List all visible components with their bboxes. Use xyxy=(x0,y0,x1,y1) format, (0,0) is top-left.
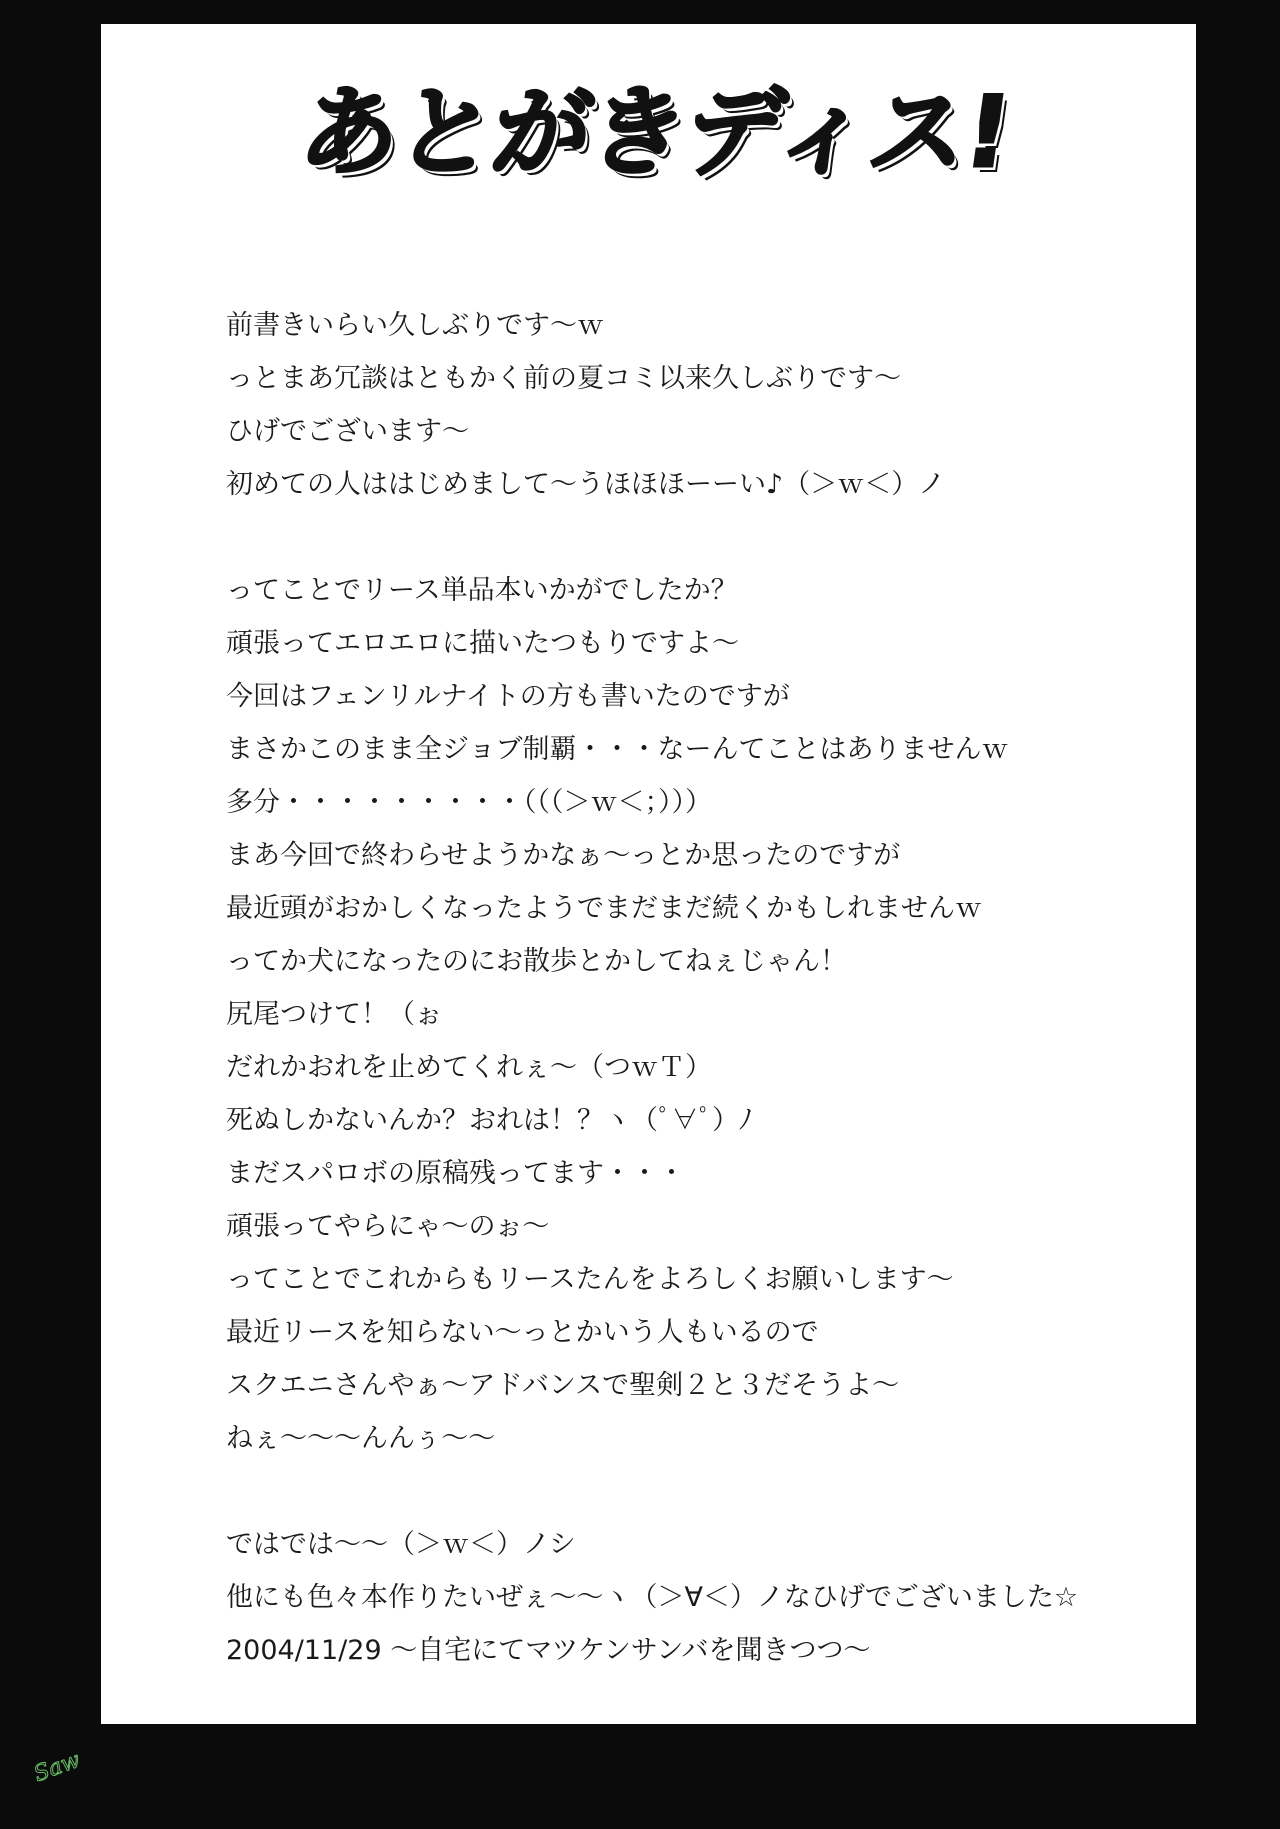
text-line: まだスパロボの原稿残ってます・・・ xyxy=(226,1158,685,1189)
text-line: 最近リースを知らない～っとかいう人もいるので xyxy=(226,1317,819,1348)
afterword-text xyxy=(226,299,1176,1677)
text-line: っとまあ冗談はともかく前の夏コミ以来久しぶりです～ xyxy=(226,363,901,394)
text-line: 初めての人ははじめまして～うほほほーーい♪（＞ｗ＜）ノ xyxy=(226,469,946,500)
paragraph-gap xyxy=(226,1465,1176,1518)
signature-date-line: 2004/11/29 ～自宅にてマツケンサンバを聞きつつ～ xyxy=(226,1635,871,1666)
text-line: だれかおれを止めてくれぇ～（つｗＴ） xyxy=(226,1052,712,1083)
text-line: ではでは～～（＞ｗ＜）ノシ xyxy=(226,1529,576,1560)
text-line: 前書きいらい久しぶりです～ｗ xyxy=(226,310,604,341)
text-line: まあ今回で終わらせようかなぁ～っとか思ったのですが xyxy=(226,840,901,871)
text-line: 頑張ってやらにゃ～のぉ～ xyxy=(226,1211,550,1242)
text-line: 多分・・・・・・・・・（（（＞ｗ＜；））） xyxy=(226,787,712,818)
text-line: スクエニさんやぁ～アドバンスで聖剣２と３だそうよ～ xyxy=(226,1370,900,1401)
paragraph-closing xyxy=(226,1518,1176,1677)
text-line: 尻尾つけて！（ぉ xyxy=(226,999,442,1030)
text-line: まさかこのまま全ジョブ制覇・・・なーんてことはありませんｗ xyxy=(226,734,1009,765)
afterword-page xyxy=(101,24,1196,1724)
page-title: あとがきディス! xyxy=(293,75,1017,190)
text-line: 頑張ってエロエロに描いたつもりですよ～ xyxy=(226,628,739,659)
text-line: ってことでリース単品本いかがでしたか？ xyxy=(226,575,738,606)
text-line: ってことでこれからもリースたんをよろしくお願いします～ xyxy=(226,1264,954,1295)
scanner-watermark: Saw xyxy=(30,1747,84,1788)
text-line: ひげでございます～ xyxy=(226,416,469,447)
text-line: 最近頭がおかしくなったようでまだまだ続くかもしれませんｗ xyxy=(226,893,982,924)
text-line: 他にも色々本作りたいぜぇ～～ヽ（＞∀＜）ノなひげでございました☆ xyxy=(226,1582,1079,1613)
text-line: ねぇ～～～んんぅ～～ xyxy=(226,1423,496,1454)
paragraph-greeting xyxy=(226,299,1176,511)
paragraph-main xyxy=(226,564,1176,1465)
text-line: 死ぬしかないんか？おれは！？ヽ（ﾟ∀ﾟ）ﾉ xyxy=(226,1105,753,1136)
paragraph-gap xyxy=(226,511,1176,564)
text-line: ってか犬になったのにお散歩とかしてねぇじゃん！ xyxy=(226,946,847,977)
text-line: 今回はフェンリルナイトの方も書いたのですが xyxy=(226,681,790,712)
